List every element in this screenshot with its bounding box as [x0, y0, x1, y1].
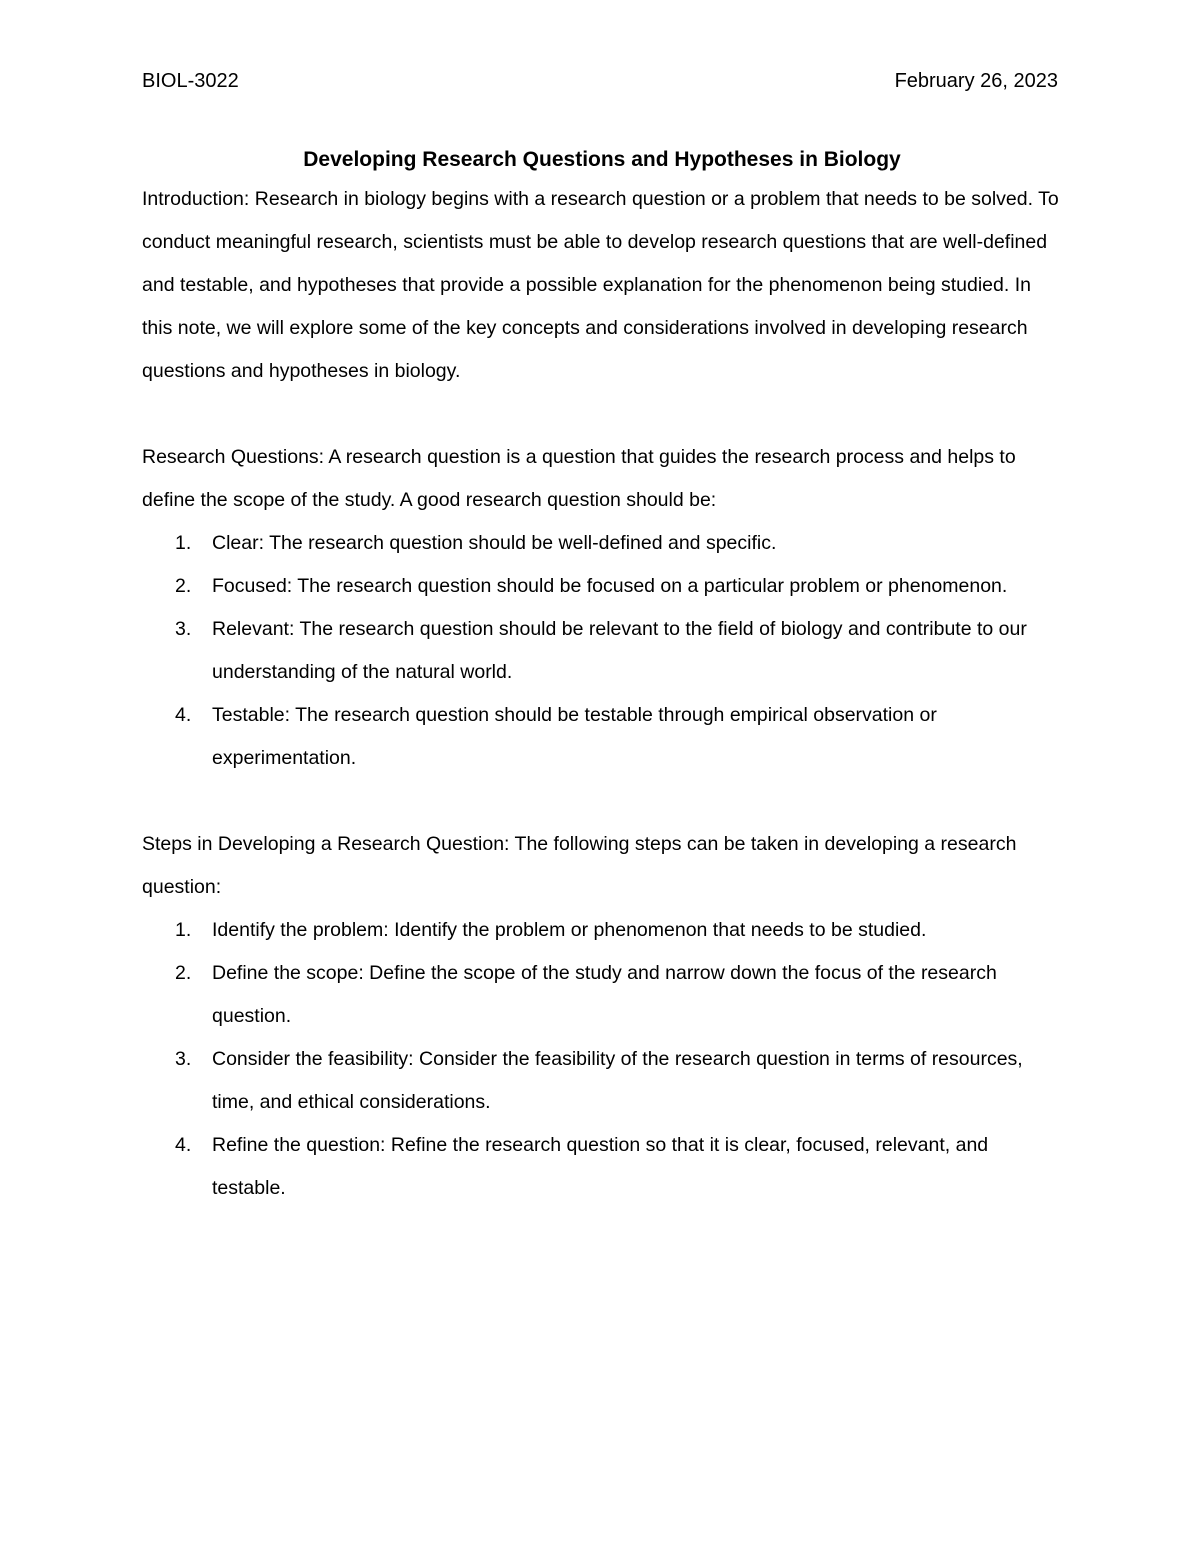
list-item-text: Relevant: The research question should be relevant to the field of biology and contribute to our understanding of the natural world.: [212, 618, 1027, 683]
list-item-text: Refine the question: Refine the research question so that it is clear, focused, relevant, and testable.: [212, 1134, 989, 1199]
introduction-paragraph: Introduction: Research in biology begins with a research question or a problem that needs to be solved. To conduct meaningful research, scientists must be able to develop research questions that are well-defined and testable, and hypotheses that provide a possible explanation for the phenomenon being studied. In this note, we will explore some of the key concepts and considerations involved in developing research questions and hypotheses in biology.: [142, 188, 1059, 382]
document-body: [142, 142, 1062, 1210]
list-item-text: Define the scope: Define the scope of the study and narrow down the focus of the research question.: [212, 962, 997, 1027]
paragraph-spacer: [142, 780, 1062, 823]
research-question-criteria-list: [142, 522, 1062, 780]
list-item: [142, 694, 1062, 780]
list-item: [142, 1038, 1062, 1124]
list-item-text: Identify the problem: Identify the problem or phenomenon that needs to be studied.: [212, 919, 927, 941]
list-number: 3.: [175, 618, 192, 640]
page-header: [142, 70, 1058, 100]
list-item: [142, 565, 1062, 608]
course-code: BIOL-3022: [142, 70, 239, 92]
list-item: [142, 1124, 1062, 1210]
list-item: [142, 909, 1062, 952]
list-number: 1.: [175, 532, 192, 554]
list-number: 1.: [175, 919, 192, 941]
steps-list: [142, 909, 1062, 1210]
list-item-text: Testable: The research question should be testable through empirical observation or experimentation.: [212, 704, 937, 769]
list-item: [142, 952, 1062, 1038]
paragraph-spacer: [142, 393, 1062, 436]
list-number: 3.: [175, 1048, 192, 1070]
list-number: 4.: [175, 704, 192, 726]
document-date: February 26, 2023: [894, 70, 1058, 92]
list-number: 4.: [175, 1134, 192, 1156]
list-item: [142, 608, 1062, 694]
list-item-text: Focused: The research question should be focused on a particular problem or phenomenon.: [212, 575, 1008, 597]
document-title: Developing Research Questions and Hypotheses in Biology: [303, 148, 901, 171]
research-questions-intro: Research Questions: A research question is a question that guides the research process and helps to define the scope of the study. A good research question should be:: [142, 446, 1016, 511]
list-number: 2.: [175, 575, 192, 597]
steps-intro: Steps in Developing a Research Question: The following steps can be taken in developing a research question:: [142, 833, 1017, 898]
list-item-text: Consider the feasibility: Consider the feasibility of the research question in terms of resources, time, and ethical considerations.: [212, 1048, 1023, 1113]
list-item: [142, 522, 1062, 565]
list-number: 2.: [175, 962, 192, 984]
list-item-text: Clear: The research question should be well-defined and specific.: [212, 532, 777, 554]
